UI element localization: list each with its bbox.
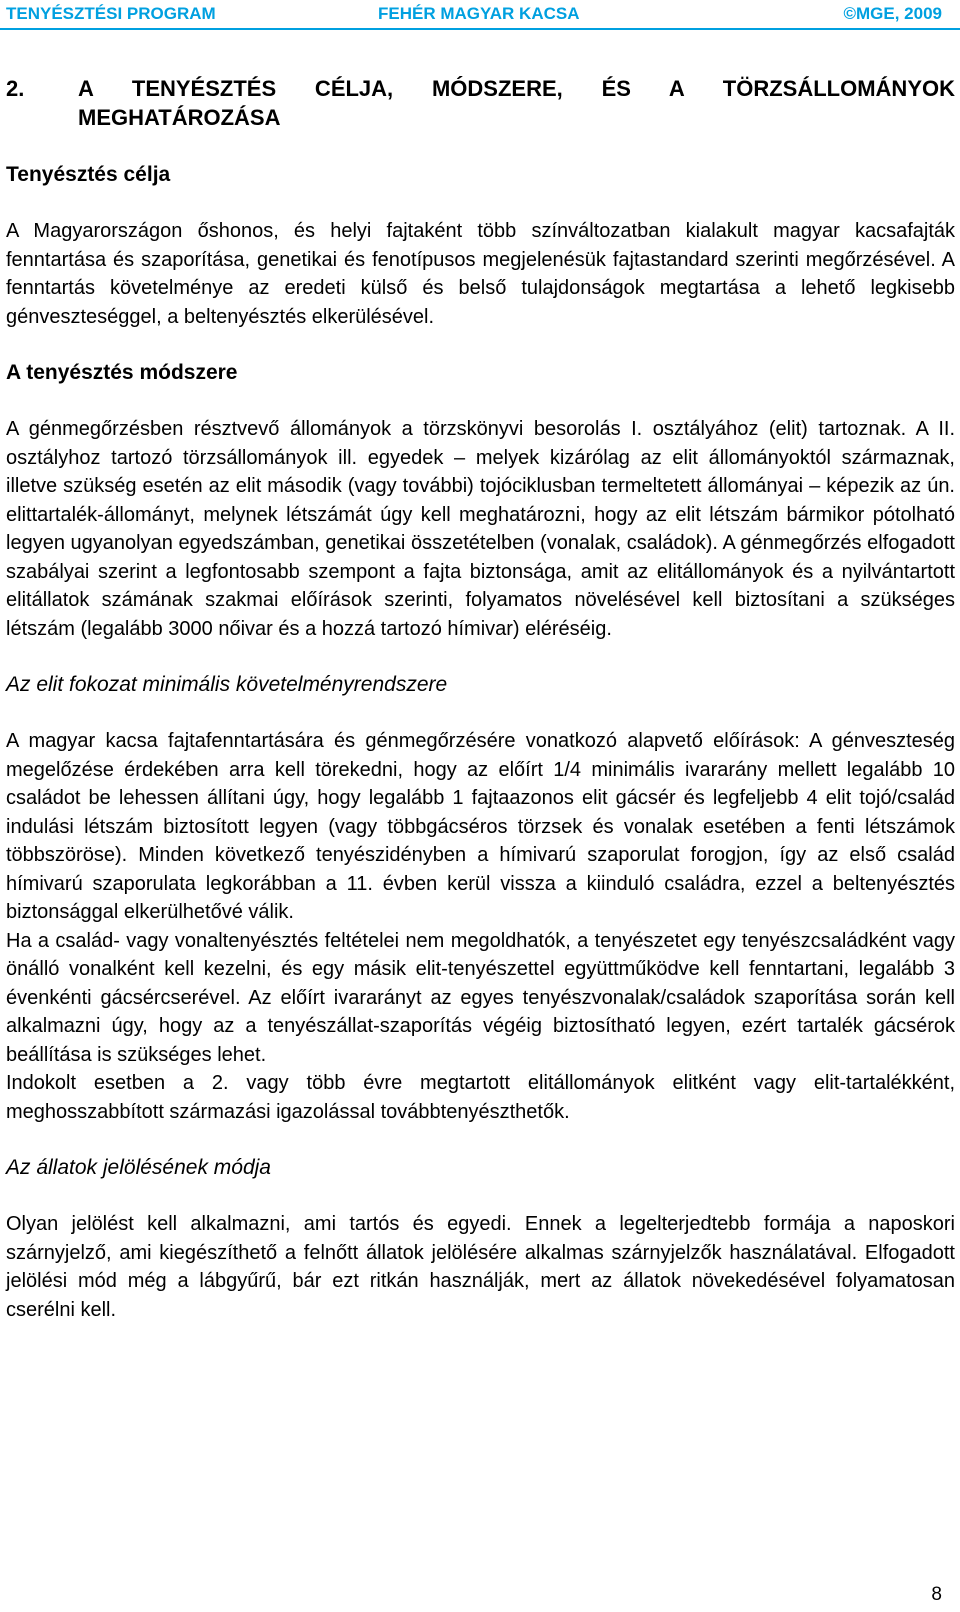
header-program-title: TENYÉSZTÉSI PROGRAM — [6, 4, 216, 23]
elite-paragraph-1: A magyar kacsa fajtafenntartására és génmegőrzésére vonatkozó alapvető előírások: A génveszteség megelőzése érdekében arra kell törekedni, hogy az előírt 1/4 minimális ivararány mellett legalább 10 családot be lehessen állítani úgy, hogy legalább 1 fajtaazonos elit gácsér és legfeljebb 4 elit tojó/család indulási létszám biztosított legyen (vagy többgácséros törzsek és vonalak esetében a fenti létszámok többszöröse). Minden következő tenyészidényben a hímivarú szaporulat forogjon, így az első család hímivarú szaporulata legkorábban a 11. évben kerül vissza a kiinduló családra, ezzel a beltenyésztés biztonsággal elkerülhetővé válik. — [6, 730, 955, 923]
goal-heading: Tenyésztés célja — [6, 163, 171, 186]
marking-heading: Az állatok jelölésének módja — [6, 1156, 271, 1179]
method-heading: A tenyésztés módszere — [6, 361, 238, 384]
elite-paragraph-3: Indokolt esetben a 2. vagy több évre megtartott elitállományok elitként vagy elit-tartalékként, meghosszabbított származási igazolással továbbtenyészthetők. — [6, 1072, 955, 1123]
header-breed-title: FEHÉR MAGYAR KACSA — [378, 4, 580, 23]
section-title — [6, 74, 955, 103]
marking-paragraph: Olyan jelölést kell alkalmazni, ami tartós és egyedi. Ennek a legelterjedtebb formája a naposkori szárnyjelző, ami kiegészíthető a felnőtt állatok jelölésére alkalmas szárnyjelzők használatával. Elfogadott jelölési mód még a lábgyűrű, bár ezt ritkán használják, mert az állatok növekedésével folyamatosan cserélni kell. — [6, 1213, 955, 1321]
header-divider — [0, 28, 960, 30]
page-header — [0, 0, 960, 28]
method-paragraph: A génmegőrzésben résztvevő állományok a törzskönyvi besorolás I. osztályához (elit) tartoznak. A II. osztályhoz tartozó törzsállományok ill. egyedek – melyek kizárólag az elit állományoktól származnak, illetve szükség esetén az elit második (vagy további) tojóciklusban termeltetett állományai – képezik az ún. elittartalék-állományt, melynek létszámát úgy kell meghatározni, hogy az elit létszám bármikor pótolható legyen ugyanolyan egyedszámban, genetikai összetételben (vonalak, családok). A génmegőrzés elfogadott szabályai szerint a legfontosabb szempont a fajta biztonsága, amit az elitállományok és a nyilvántartott elitállatok számának szakmai előírások szerinti, folyamatos növelésével kell biztosítani a szükséges létszám (legalább 3000 nőivar és a hozzá tartozó hímivar) eléréséig. — [6, 418, 955, 640]
section-title-line1: A TENYÉSZTÉS CÉLJA, MÓDSZERE, ÉS A TÖRZSÁLLOMÁNYOK — [78, 76, 955, 101]
page-content — [6, 74, 955, 1324]
page-number: 8 — [931, 1584, 942, 1605]
goal-paragraph: A Magyarországon őshonos, és helyi fajtaként több színváltozatban kialakult magyar kacsafajták fenntartása és szaporítása, genetikai és fenotípusos megjelenésük fajtastandard szerinti megőrzésével. A fenntartás követelménye az eredeti külső és belső tulajdonságok megtartása a lehető legkisebb génveszteséggel, a beltenyésztés elkerülésével. — [6, 220, 955, 328]
section-number: 2. — [6, 76, 25, 101]
elite-heading: Az elit fokozat minimális követelményrendszere — [6, 673, 448, 696]
header-copyright: ©MGE, 2009 — [843, 4, 942, 23]
section-title-continued — [6, 103, 955, 132]
section-title-line2: MEGHATÁROZÁSA — [78, 105, 281, 130]
elite-paragraph-2: Ha a család- vagy vonaltenyésztés feltételei nem megoldhatók, a tenyészetet egy tenyészcsaládként vagy önálló vonalként kell kezelni, és egy másik elit-tenyészettel együttműködve kell fenntartani, legalább 3 évenkénti gácsércserével. Az előírt ivararányt az egyes tenyészvonalak/családok szaporítása során kell alkalmazni úgy, hogy az a tenyészállat-szaporítás végéig biztosítható legyen, ezért tartalék gácsérok beállítása is szükséges lehet. — [6, 929, 955, 1066]
